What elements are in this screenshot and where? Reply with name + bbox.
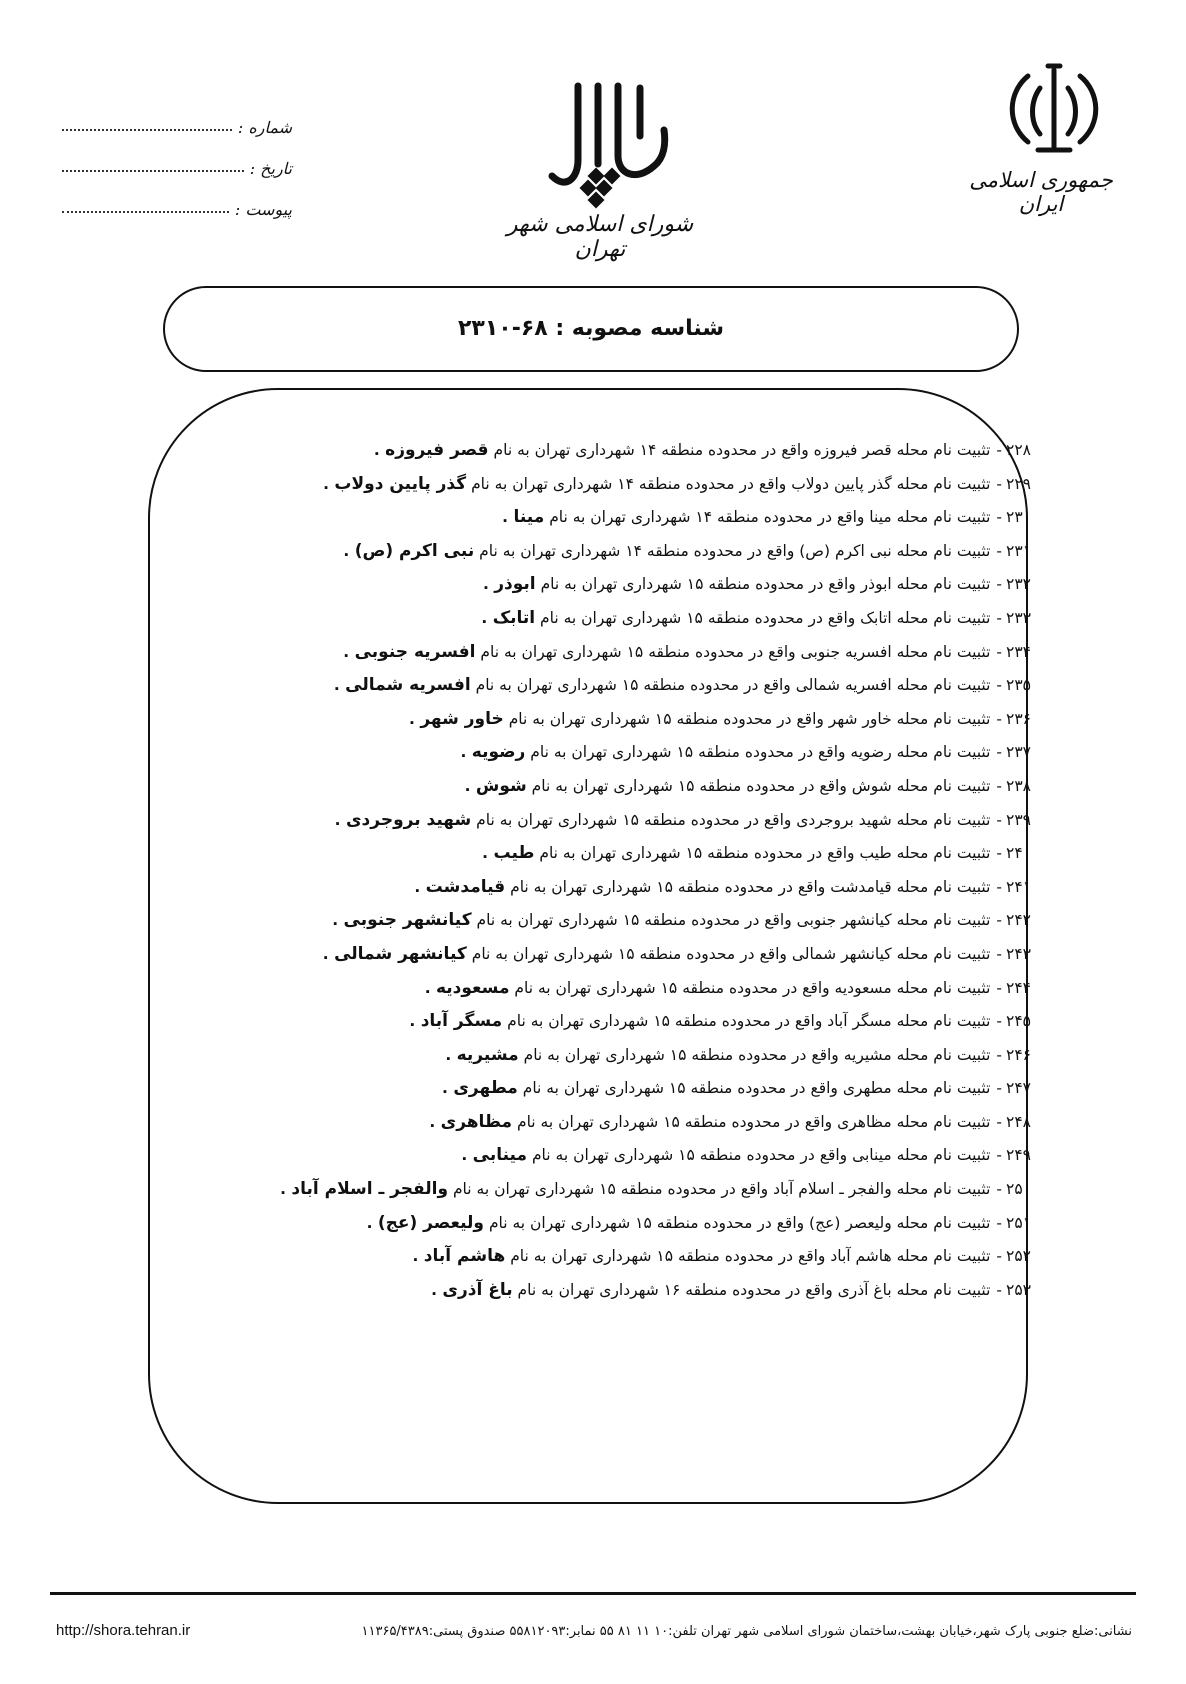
list-item xyxy=(180,1240,1031,1274)
list-item xyxy=(180,468,1031,502)
list-item xyxy=(180,669,1031,703)
number-line xyxy=(62,128,232,131)
item-number: ۲۳۳ xyxy=(1006,608,1031,627)
item-text: تثبیت نام محله مینا واقع در محدوده منطقه ۱۴ شهرداری تهران به نام xyxy=(549,508,991,527)
item-dash: - xyxy=(996,575,1003,594)
item-text: تثبیت نام محله کیانشهر جنوبی واقع در محدوده منطقه ۱۵ شهرداری تهران به نام xyxy=(476,911,991,930)
item-number: ۲۴۳ xyxy=(1006,944,1031,963)
item-end: . xyxy=(322,944,335,963)
item-dash: - xyxy=(996,1146,1003,1165)
item-name: رضویه xyxy=(471,742,526,763)
item-dash: - xyxy=(996,978,1003,997)
item-end: . xyxy=(373,441,386,459)
item-name: نبی اکرم (ص) xyxy=(354,540,475,561)
item-text: تثبیت نام محله قصر فیروزه واقع در محدوده منطقه ۱۴ شهرداری تهران به نام xyxy=(493,441,991,459)
item-number: ۲۳۱ xyxy=(1006,541,1031,560)
item-dash: - xyxy=(996,1112,1003,1131)
item-text: تثبیت نام محله خاور شهر واقع در محدوده منطقه ۱۵ شهرداری تهران به نام xyxy=(508,709,991,728)
item-dash: - xyxy=(996,743,1003,762)
item-dash: - xyxy=(996,1045,1003,1064)
list-item xyxy=(180,804,1031,838)
item-dash: - xyxy=(996,911,1003,930)
list-item xyxy=(180,1039,1031,1073)
item-dash: - xyxy=(996,441,1003,459)
list-item xyxy=(180,904,1031,938)
list-item xyxy=(180,770,1031,804)
item-end: . xyxy=(323,474,335,493)
list-item xyxy=(180,837,1031,871)
item-name: کیانشهر شمالی xyxy=(334,943,467,964)
item-number: ۲۳۲ xyxy=(1006,575,1031,594)
item-number: ۲۴۰ xyxy=(1006,844,1031,863)
item-number: ۲۴۶ xyxy=(1006,1045,1031,1064)
item-number: ۲۳۹ xyxy=(1006,810,1031,829)
item-text: تثبیت نام محله ابوذر واقع در محدوده منطقه ۱۵ شهرداری تهران به نام xyxy=(540,575,991,594)
item-text: تثبیت نام محله باغ آذری واقع در محدوده منطقه ۱۶ شهرداری تهران به نام xyxy=(517,1280,991,1299)
item-end: . xyxy=(424,978,436,997)
item-dash: - xyxy=(996,844,1003,863)
resolution-id: شناسه مصوبه : ۶۸-۲۳۱۰ xyxy=(457,316,725,341)
item-name: قیامدشت xyxy=(425,876,506,897)
item-dash: - xyxy=(996,1079,1003,1098)
item-dash: - xyxy=(996,1213,1003,1232)
number-field xyxy=(62,96,292,137)
republic-name: جمهوری اسلامی ایران xyxy=(969,168,1113,216)
list-item xyxy=(180,1207,1031,1241)
item-end: . xyxy=(460,743,472,762)
item-text: تثبیت نام محله هاشم آباد واقع در محدوده منطقه ۱۵ شهرداری تهران به نام xyxy=(510,1247,991,1266)
item-name: کیانشهر جنوبی xyxy=(343,910,472,931)
list-item xyxy=(180,871,1031,905)
item-end: . xyxy=(409,1012,421,1031)
list-item xyxy=(180,434,1031,468)
item-end: . xyxy=(332,911,344,930)
item-name: ابوذر xyxy=(494,574,536,595)
council-logo-icon xyxy=(538,78,678,210)
item-number: ۲۵۱ xyxy=(1006,1213,1031,1232)
item-text: تثبیت نام محله والفجر ـ اسلام آباد واقع در محدوده منطقه ۱۵ شهرداری تهران به نام xyxy=(452,1180,991,1199)
item-name: مظاهری xyxy=(440,1111,513,1132)
item-name: مسگر آباد xyxy=(420,1011,503,1032)
footer-url: http://shora.tehran.ir xyxy=(56,1622,191,1639)
item-number: ۲۳۰ xyxy=(1006,508,1031,527)
item-end: . xyxy=(442,1079,454,1098)
item-end: . xyxy=(414,877,426,896)
item-number: ۲۳۶ xyxy=(1006,709,1031,728)
item-name: ولیعصر (عج) xyxy=(377,1212,484,1233)
item-end: . xyxy=(334,810,346,829)
item-dash: - xyxy=(996,608,1003,627)
item-number: ۲۳۴ xyxy=(1006,642,1031,661)
item-end: . xyxy=(333,676,346,695)
item-dash: - xyxy=(996,877,1003,896)
item-name: گذر پایین دولاب xyxy=(334,473,467,494)
attachment-line xyxy=(62,210,229,213)
item-name: باغ آذری xyxy=(442,1279,513,1300)
item-text: تثبیت نام محله رضویه واقع در محدوده منطقه ۱۵ شهرداری تهران به نام xyxy=(530,743,991,762)
item-text: تثبیت نام محله مظاهری واقع در محدوده منطقه ۱۵ شهرداری تهران به نام xyxy=(516,1112,991,1131)
item-text: تثبیت نام محله نبی اکرم (ص) واقع در محدوده منطقه ۱۴ شهرداری تهران به نام xyxy=(479,541,991,560)
item-name: والفجر ـ اسلام آباد xyxy=(291,1179,449,1200)
item-end: . xyxy=(502,508,514,527)
item-text: تثبیت نام محله اتابک واقع در محدوده منطقه ۱۵ شهرداری تهران به نام xyxy=(540,608,991,627)
item-dash: - xyxy=(996,1012,1003,1031)
item-number: ۲۲۸ xyxy=(1006,441,1031,459)
item-dash: - xyxy=(996,776,1003,795)
item-text: تثبیت نام محله مشیریه واقع در محدوده منطقه ۱۵ شهرداری تهران به نام xyxy=(523,1045,991,1064)
item-end: . xyxy=(280,1180,292,1199)
item-number: ۲۳۸ xyxy=(1006,776,1031,795)
item-number: ۲۴۲ xyxy=(1006,911,1031,930)
item-number: ۲۴۴ xyxy=(1006,978,1031,997)
item-end: . xyxy=(343,642,355,661)
item-end: . xyxy=(431,1280,443,1299)
item-text: تثبیت نام محله طیب واقع در محدوده منطقه ۱۵ شهرداری تهران به نام xyxy=(539,844,991,863)
item-text: تثبیت نام محله شوش واقع در محدوده منطقه ۱۵ شهرداری تهران به نام xyxy=(531,776,991,795)
list-item xyxy=(180,1173,1031,1207)
item-text: تثبیت نام محله افسریه شمالی واقع در محدوده منطقه ۱۵ شهرداری تهران به نام xyxy=(475,676,991,695)
date-line xyxy=(62,169,244,172)
list-item xyxy=(180,938,1031,972)
item-text: تثبیت نام محله مینابی واقع در محدوده منطقه ۱۵ شهرداری تهران به نام xyxy=(531,1146,991,1165)
item-dash: - xyxy=(996,1247,1003,1266)
iran-emblem-icon xyxy=(998,62,1110,162)
list-item xyxy=(180,636,1031,670)
list-item xyxy=(180,602,1031,636)
item-end: . xyxy=(409,709,421,728)
item-name: مطهری xyxy=(453,1078,518,1099)
list-item xyxy=(180,972,1031,1006)
list-item xyxy=(180,1005,1031,1039)
item-name: مسعودیه xyxy=(435,977,510,998)
list-item xyxy=(180,501,1031,535)
item-dash: - xyxy=(996,508,1003,527)
item-dash: - xyxy=(996,676,1003,695)
list-item xyxy=(180,1274,1031,1308)
list-item xyxy=(180,568,1031,602)
items-list xyxy=(180,434,1031,1307)
item-number: ۲۵۰ xyxy=(1006,1180,1031,1199)
list-item xyxy=(180,736,1031,770)
item-number: ۲۵۳ xyxy=(1006,1280,1031,1299)
item-end: . xyxy=(343,541,355,560)
item-end: . xyxy=(482,575,495,594)
item-text: تثبیت نام محله کیانشهر شمالی واقع در محدوده منطقه ۱۵ شهرداری تهران به نام xyxy=(471,944,991,963)
item-name: افسریه جنوبی xyxy=(354,641,476,662)
item-dash: - xyxy=(996,474,1003,493)
list-item xyxy=(180,1106,1031,1140)
item-name: شهید بروجردی xyxy=(345,809,472,830)
item-end: . xyxy=(429,1112,441,1131)
item-name: طیب xyxy=(493,843,535,864)
item-text: تثبیت نام محله شهید بروجردی واقع در محدوده منطقه ۱۵ شهرداری تهران به نام xyxy=(476,810,991,829)
date-label: تاریخ : xyxy=(249,159,292,178)
item-name: شوش xyxy=(475,775,527,796)
item-text: تثبیت نام محله مسعودیه واقع در محدوده منطقه ۱۵ شهرداری تهران به نام xyxy=(514,978,991,997)
item-end: . xyxy=(445,1045,457,1064)
council-name: شورای اسلامی شهر تهران xyxy=(506,212,694,262)
list-item xyxy=(180,1072,1031,1106)
date-field xyxy=(62,137,292,178)
item-end: . xyxy=(481,608,493,627)
item-name: مینا xyxy=(513,507,545,528)
item-name: قصر فیروزه xyxy=(385,440,489,460)
item-end: . xyxy=(461,1146,473,1165)
list-item xyxy=(180,535,1031,569)
list-item xyxy=(180,703,1031,737)
item-text: تثبیت نام محله مسگر آباد واقع در محدوده منطقه ۱۵ شهرداری تهران به نام xyxy=(507,1012,991,1031)
item-name: مینابی xyxy=(472,1145,528,1166)
item-number: ۲۴۵ xyxy=(1006,1012,1031,1031)
resolution-id-box xyxy=(163,286,1019,372)
item-text: تثبیت نام محله ولیعصر (عج) واقع در محدوده منطقه ۱۵ شهرداری تهران به نام xyxy=(488,1213,991,1232)
footer-address: نشانی:ضلع جنوبی پارک شهر،خیابان بهشت،ساختمان شورای اسلامی شهر تهران تلفن:۱۰ ۱۱ ۸۱ ۵۵ نمابر:۵۵۸۱۲۰۹۳ صندوق پستی:۱۱۳۶۵/۴۳۸۹ xyxy=(361,1624,1132,1639)
item-dash: - xyxy=(996,810,1003,829)
item-dash: - xyxy=(996,541,1003,560)
item-dash: - xyxy=(996,709,1003,728)
number-label: شماره : xyxy=(237,118,292,137)
item-dash: - xyxy=(996,944,1003,963)
attachment-field xyxy=(62,178,292,219)
item-text: تثبیت نام محله قیامدشت واقع در محدوده منطقه ۱۵ شهرداری تهران به نام xyxy=(510,877,991,896)
item-text: تثبیت نام محله افسریه جنوبی واقع در محدوده منطقه ۱۵ شهرداری تهران به نام xyxy=(480,642,991,661)
item-text: تثبیت نام محله مطهری واقع در محدوده منطقه ۱۵ شهرداری تهران به نام xyxy=(522,1079,991,1098)
item-end: . xyxy=(412,1247,424,1266)
item-name: اتابک xyxy=(492,607,536,628)
item-dash: - xyxy=(996,1280,1003,1299)
item-dash: - xyxy=(996,642,1003,661)
item-number: ۲۵۲ xyxy=(1006,1247,1031,1266)
item-dash: - xyxy=(996,1180,1003,1199)
item-name: افسریه شمالی xyxy=(345,675,471,696)
item-name: هاشم آباد xyxy=(423,1246,506,1267)
item-number: ۲۳۷ xyxy=(1006,743,1031,762)
item-number: ۲۴۸ xyxy=(1006,1112,1031,1131)
item-text: تثبیت نام محله گذر پایین دولاب واقع در محدوده منطقه ۱۴ شهرداری تهران به نام xyxy=(471,474,991,493)
list-item xyxy=(180,1139,1031,1173)
item-number: ۲۴۱ xyxy=(1006,877,1031,896)
item-end: . xyxy=(366,1213,378,1232)
footer-divider xyxy=(50,1592,1136,1595)
item-name: مشیریه xyxy=(456,1044,519,1065)
attachment-label: پیوست : xyxy=(234,200,292,219)
item-number: ۲۴۹ xyxy=(1006,1146,1031,1165)
item-number: ۲۳۵ xyxy=(1006,676,1031,695)
item-end: . xyxy=(464,776,476,795)
meta-fields xyxy=(62,96,292,219)
item-end: . xyxy=(482,844,494,863)
item-name: خاور شهر xyxy=(420,708,504,729)
item-number: ۲۲۹ xyxy=(1006,474,1031,493)
item-number: ۲۴۷ xyxy=(1006,1079,1031,1098)
